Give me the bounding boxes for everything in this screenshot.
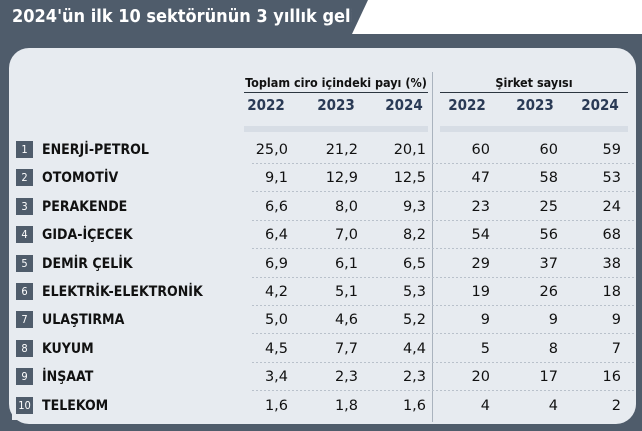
company-count-cell: 60: [471, 142, 490, 158]
year-header-stripe: [440, 126, 628, 132]
company-count-cell: 24: [602, 198, 621, 215]
rank-badge: 7: [16, 311, 33, 328]
company-count-cell: 68: [602, 227, 621, 244]
sector-name: İNŞAAT: [42, 369, 94, 386]
share-cell: 7,0: [334, 227, 358, 244]
share-cell: 8,2: [402, 227, 426, 244]
company-count-cell: 5: [480, 340, 490, 357]
company-count-cell: 53: [602, 170, 621, 187]
rank-badge: 4: [16, 226, 33, 243]
rank-badge: 10: [16, 397, 33, 414]
company-count-cell: 7: [611, 340, 621, 357]
company-count-cell: 20: [471, 369, 490, 386]
year-header: 2024: [385, 96, 423, 114]
share-cell: 25,0: [255, 142, 288, 158]
share-cell: 2,3: [402, 369, 426, 386]
company-count-cell: 60: [539, 142, 558, 158]
rank-badge: 3: [16, 198, 33, 215]
table-row: [12, 136, 634, 164]
sector-name: KUYUM: [42, 340, 94, 357]
rank-badge: 5: [16, 255, 33, 272]
rank-badge: 2: [16, 169, 33, 186]
sector-name: TELEKOM: [42, 397, 109, 414]
company-count-cell: 16: [602, 369, 621, 386]
company-count-cell: 37: [539, 255, 558, 272]
share-cell: 6,4: [264, 227, 288, 244]
sector-name: ENERJİ-PETROL: [42, 142, 149, 158]
share-cell: 3,4: [264, 369, 288, 386]
share-cell: 5,1: [334, 284, 358, 300]
sector-name: OTOMOTİV: [42, 170, 119, 187]
share-cell: 6,6: [264, 198, 288, 215]
sector-name: ULAŞTIRMA: [42, 312, 125, 329]
column-group-header: Şirket sayısı: [495, 75, 573, 90]
company-count-cell: 8: [548, 340, 558, 357]
rank-badge: 8: [16, 340, 33, 357]
share-cell: 8,0: [334, 198, 358, 215]
share-cell: 20,1: [393, 142, 426, 158]
share-cell: 5,2: [402, 312, 426, 329]
company-count-cell: 58: [539, 170, 558, 187]
sector-name: DEMİR ÇELİK: [42, 255, 133, 272]
share-cell: 2,3: [334, 369, 358, 386]
year-header: 2023: [516, 96, 554, 114]
year-header: 2024: [581, 96, 619, 114]
company-count-cell: 9: [480, 312, 490, 329]
table-row: [12, 363, 634, 391]
share-cell: 1,6: [264, 397, 288, 414]
table-row: [12, 335, 634, 363]
table-row: [12, 193, 634, 221]
sector-name: PERAKENDE: [42, 198, 128, 215]
year-header: 2023: [317, 96, 355, 114]
company-count-cell: 54: [471, 227, 490, 244]
year-header: 2022: [448, 96, 486, 114]
share-cell: 6,9: [264, 255, 288, 272]
company-count-cell: 47: [471, 170, 490, 187]
year-header: 2022: [247, 96, 285, 114]
column-group-rule: [440, 92, 628, 93]
company-count-cell: 26: [539, 284, 558, 300]
company-count-cell: 38: [602, 255, 621, 272]
share-cell: 1,8: [334, 397, 358, 414]
share-cell: 9,3: [402, 198, 426, 215]
share-cell: 12,5: [393, 170, 426, 187]
company-count-cell: 9: [548, 312, 558, 329]
share-cell: 6,5: [402, 255, 426, 272]
company-count-cell: 59: [602, 142, 621, 158]
share-cell: 6,1: [334, 255, 358, 272]
rank-badge: 6: [16, 283, 33, 300]
column-group-header: Toplam ciro içindeki payı (%): [245, 75, 427, 90]
sector-name: GIDA-İÇECEK: [42, 227, 133, 244]
table-row: [12, 221, 634, 249]
company-count-cell: 4: [480, 397, 490, 414]
rank-badge: 9: [16, 368, 33, 385]
chart-title: 2024'ün ilk 10 sektörünün 3 yıllık gelişimi nasıl?: [0, 0, 352, 34]
company-count-cell: 2: [611, 397, 621, 414]
share-cell: 9,1: [264, 170, 288, 187]
table-row: [12, 250, 634, 278]
table-row: [12, 164, 634, 192]
company-count-cell: 4: [548, 397, 558, 414]
title-tab-decoration: [352, 0, 368, 34]
share-cell: 5,3: [402, 284, 426, 300]
company-count-cell: 19: [471, 284, 490, 300]
share-cell: 7,7: [334, 340, 358, 357]
share-cell: 4,6: [334, 312, 358, 329]
share-cell: 4,4: [402, 340, 426, 357]
year-header-stripe: [244, 126, 428, 132]
company-count-cell: 25: [539, 198, 558, 215]
rank-badge: 1: [16, 141, 33, 158]
sector-name: ELEKTRİK-ELEKTRONİK: [42, 284, 203, 300]
share-cell: 4,2: [264, 284, 288, 300]
company-count-cell: 9: [611, 312, 621, 329]
share-cell: 21,2: [325, 142, 358, 158]
column-group-rule: [244, 92, 428, 93]
table-row: [12, 306, 634, 334]
table-row: [12, 392, 634, 420]
company-count-cell: 23: [471, 198, 490, 215]
share-cell: 12,9: [325, 170, 358, 187]
company-count-cell: 56: [539, 227, 558, 244]
share-cell: 5,0: [264, 312, 288, 329]
company-count-cell: 18: [602, 284, 621, 300]
company-count-cell: 29: [471, 255, 490, 272]
company-count-cell: 17: [539, 369, 558, 386]
share-cell: 4,5: [264, 340, 288, 357]
table-row: [12, 278, 634, 306]
share-cell: 1,6: [402, 397, 426, 414]
